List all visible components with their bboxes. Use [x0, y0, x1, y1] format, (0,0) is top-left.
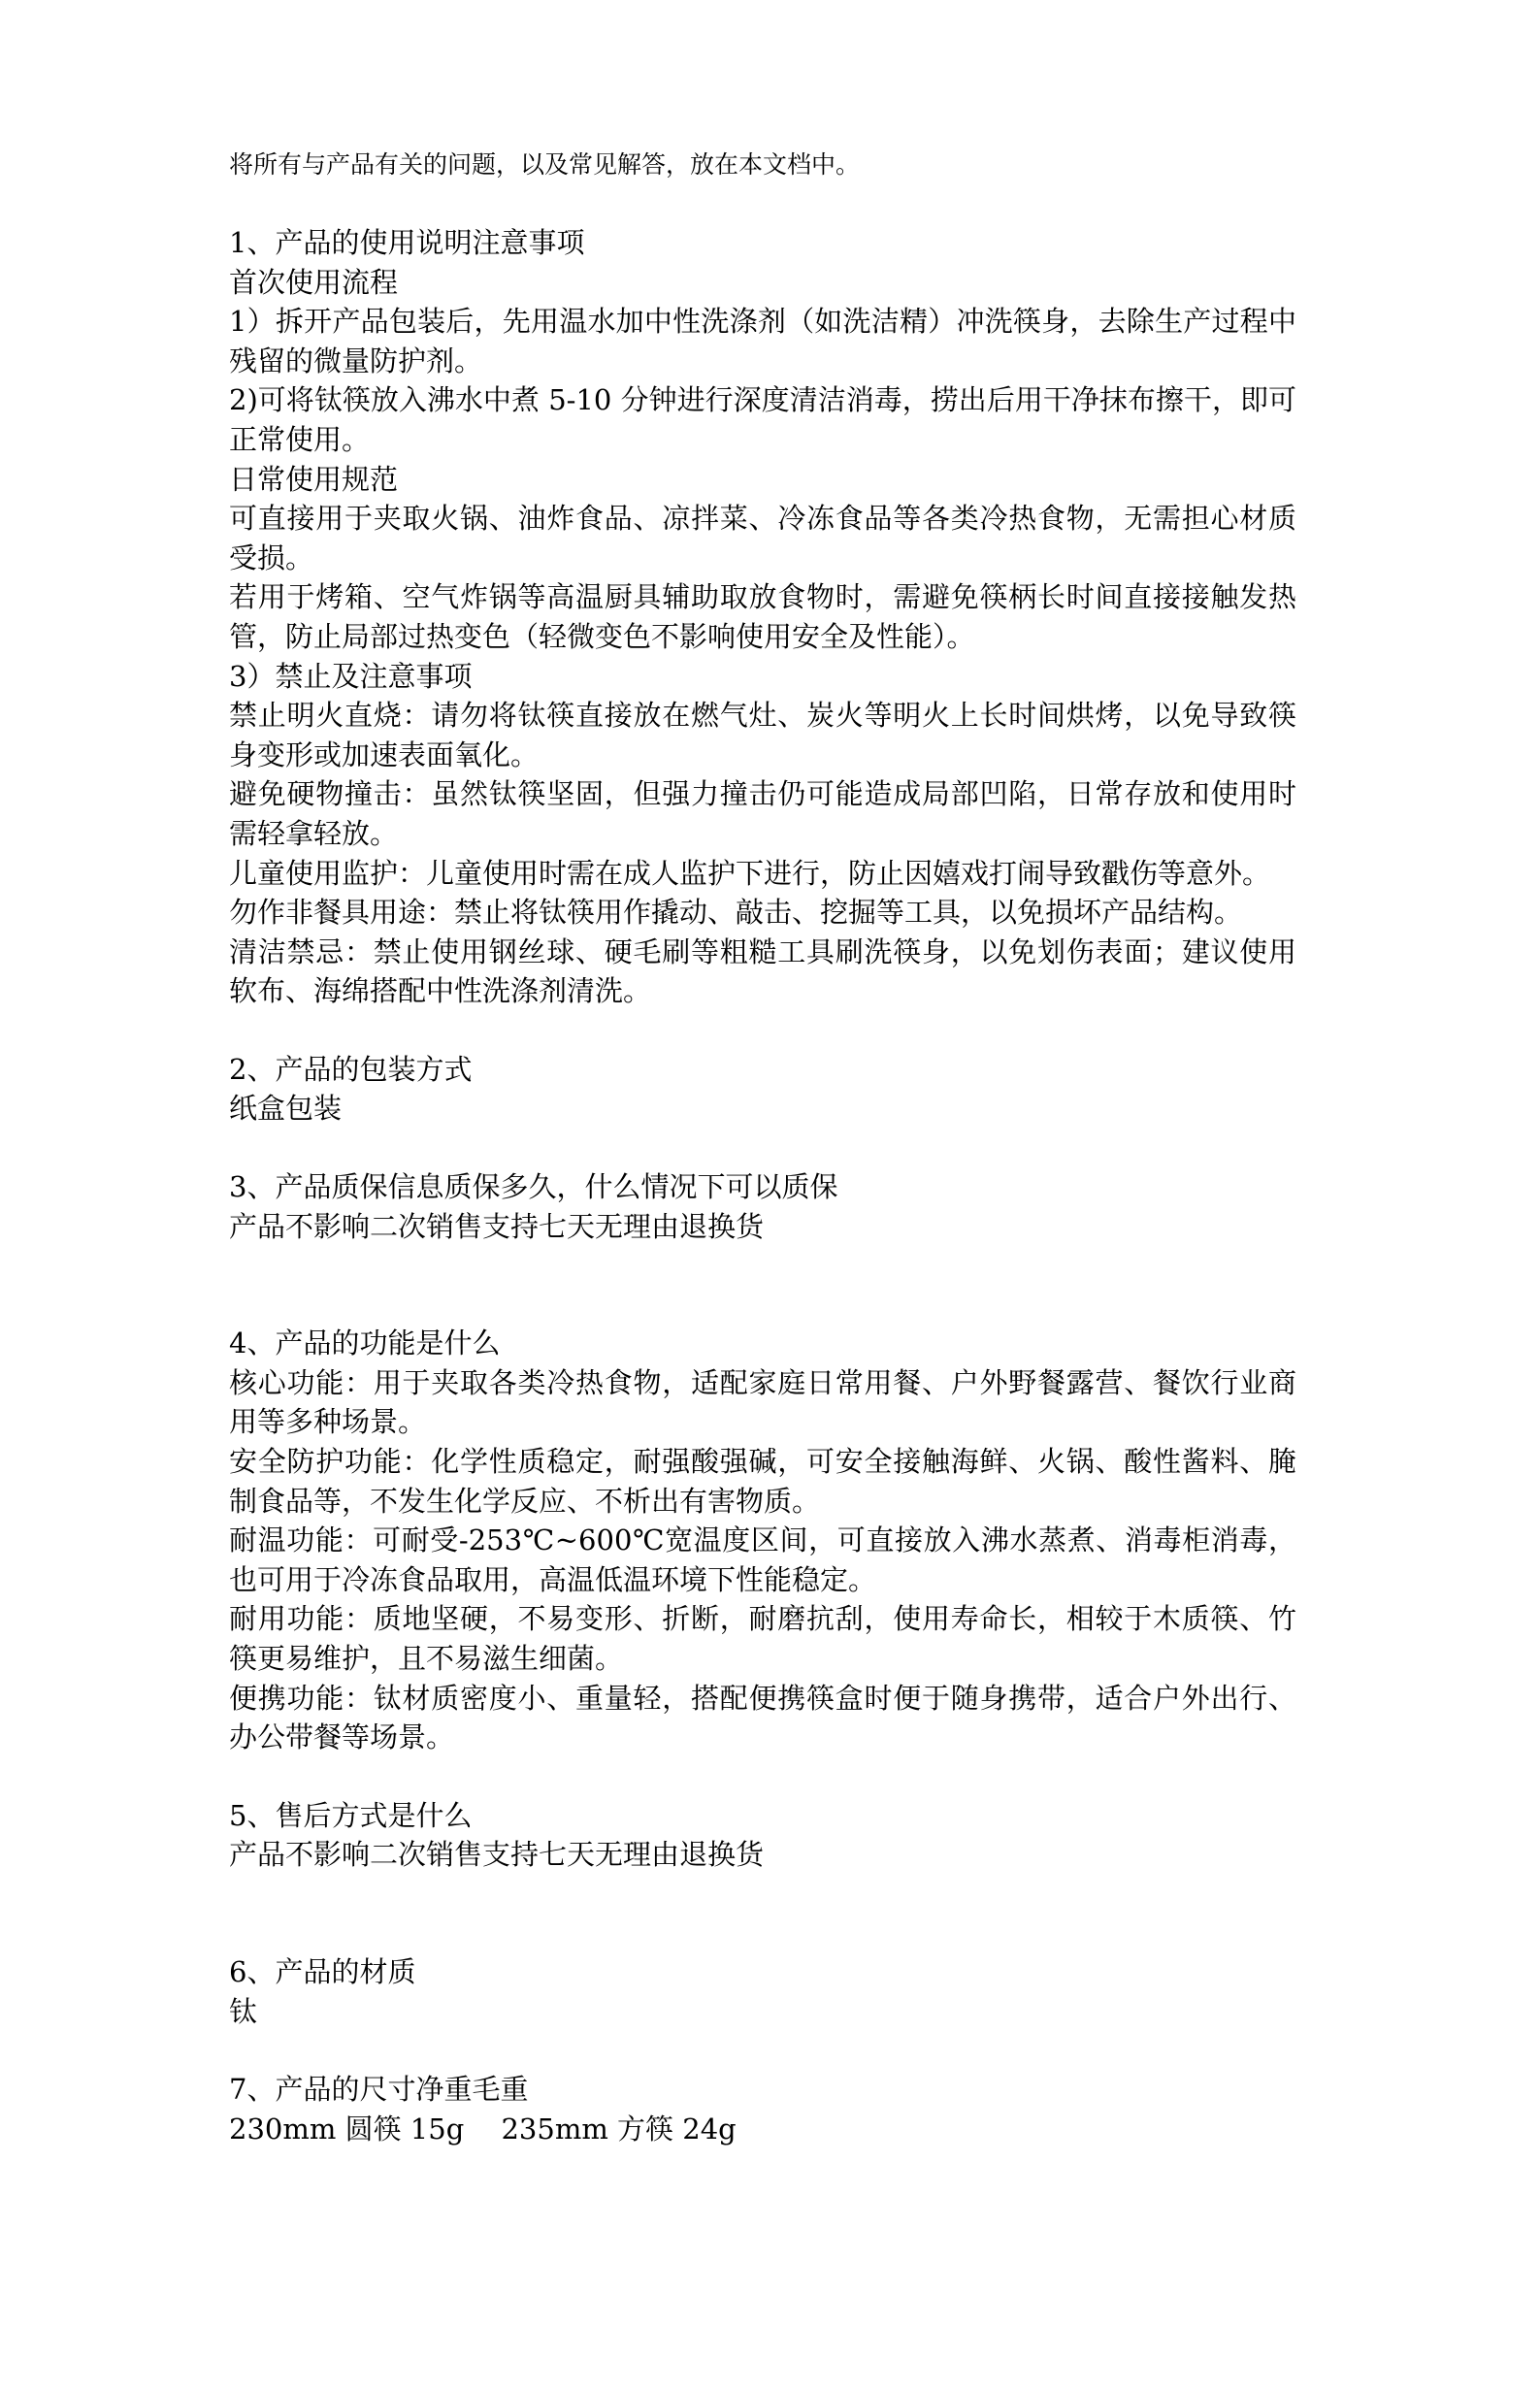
- paragraph: 可直接用于夹取火锅、油炸食品、凉拌菜、冷冻食品等各类冷热食物，无需担心材质受损。: [229, 502, 1296, 574]
- section-packaging: [229, 1050, 1296, 1129]
- intro-text: 将所有与产品有关的问题，以及常见解答，放在本文档中。: [229, 150, 861, 179]
- section-title: 5、售后方式是什么: [229, 1798, 473, 1832]
- section-title: 4、产品的功能是什么: [229, 1327, 501, 1360]
- paragraph: 耐用功能：质地坚硬，不易变形、折断，耐磨抗刮，使用寿命长，相较于木质筷、竹筷更易维护，且不易滋生细菌。: [229, 1602, 1296, 1675]
- paragraph: 2)可将钛筷放入沸水中煮 5-10 分钟进行深度清洁消毒，捞出后用干净抹布擦干，即可正常使用。: [229, 383, 1296, 456]
- section-usage: [229, 223, 1296, 1011]
- paragraph: 核心功能：用于夹取各类冷热食物，适配家庭日常用餐、户外野餐露营、餐饮行业商用等多种场景。: [229, 1365, 1296, 1439]
- paragraph: 儿童使用监护：儿童使用时需在成人监护下进行，防止因嬉戏打闹导致戳伤等意外。: [229, 856, 1271, 890]
- section-size-weight: [229, 2070, 1296, 2148]
- section-answer: 产品不影响二次销售支持七天无理由退换货: [229, 1838, 765, 1872]
- subheading-precautions: 3）禁止及注意事项: [229, 659, 473, 693]
- section-after-sales: [229, 1796, 1296, 1875]
- section-answer: 钛: [229, 1994, 258, 2028]
- section-title: 3、产品质保信息质保多久，什么情况下可以质保: [229, 1170, 838, 1204]
- section-answer: 230mm 圆筷 15g 235mm 方筷 24g: [229, 2112, 737, 2145]
- section-material: [229, 1952, 1296, 2031]
- paragraph: 清洁禁忌：禁止使用钢丝球、硬毛刷等粗糙工具刷洗筷身，以免划伤表面；建议使用软布、海绵搭配中性洗涤剂清洗。: [229, 934, 1296, 1008]
- section-answer: 纸盒包装: [229, 1092, 343, 1126]
- section-title: 6、产品的材质: [229, 1954, 416, 1988]
- paragraph: 1）拆开产品包装后，先用温水加中性洗涤剂（如洗洁精）冲洗筷身，去除生产过程中残留的微量防护剂。: [229, 305, 1296, 377]
- paragraph: 避免硬物撞击：虽然钛筷坚固，但强力撞击仍可能造成局部凹陷，日常存放和使用时需轻拿轻放。: [229, 777, 1296, 850]
- section-answer: 产品不影响二次销售支持七天无理由退换货: [229, 1209, 765, 1243]
- paragraph: 耐温功能：可耐受-253℃~600℃宽温度区间，可直接放入沸水蒸煮、消毒柜消毒，也可用于冷冻食品取用，高温低温环境下性能稳定。: [229, 1523, 1296, 1596]
- paragraph: 便携功能：钛材质密度小、重量轻，搭配便携筷盒时便于随身携带，适合户外出行、办公带餐等场景。: [229, 1681, 1296, 1754]
- section-title: 1、产品的使用说明注意事项: [229, 226, 585, 259]
- paragraph: 若用于烤箱、空气炸锅等高温厨具辅助取放食物时，需避免筷柄长时间直接接触发热管，防止局部过热变色（轻微变色不影响使用安全及性能）。: [229, 580, 1296, 653]
- paragraph: 勿作非餐具用途：禁止将钛筷用作撬动、敲击、挖掘等工具，以免损坏产品结构。: [229, 896, 1243, 930]
- section-functions: [229, 1324, 1296, 1757]
- subheading-first-use: 首次使用流程: [229, 265, 399, 299]
- section-title: 2、产品的包装方式: [229, 1052, 473, 1086]
- paragraph: 禁止明火直烧：请勿将钛筷直接放在燃气灶、炭火等明火上长时间烘烤，以免导致筷身变形或加速表面氧化。: [229, 699, 1296, 771]
- document-body: [229, 146, 1296, 2187]
- paragraph: 安全防护功能：化学性质稳定，耐强酸强碱，可安全接触海鲜、火锅、酸性酱料、腌制食品等，不发生化学反应、不析出有害物质。: [229, 1445, 1296, 1518]
- subheading-daily-use: 日常使用规范: [229, 462, 399, 496]
- section-title: 7、产品的尺寸净重毛重: [229, 2073, 529, 2107]
- section-warranty: [229, 1167, 1296, 1246]
